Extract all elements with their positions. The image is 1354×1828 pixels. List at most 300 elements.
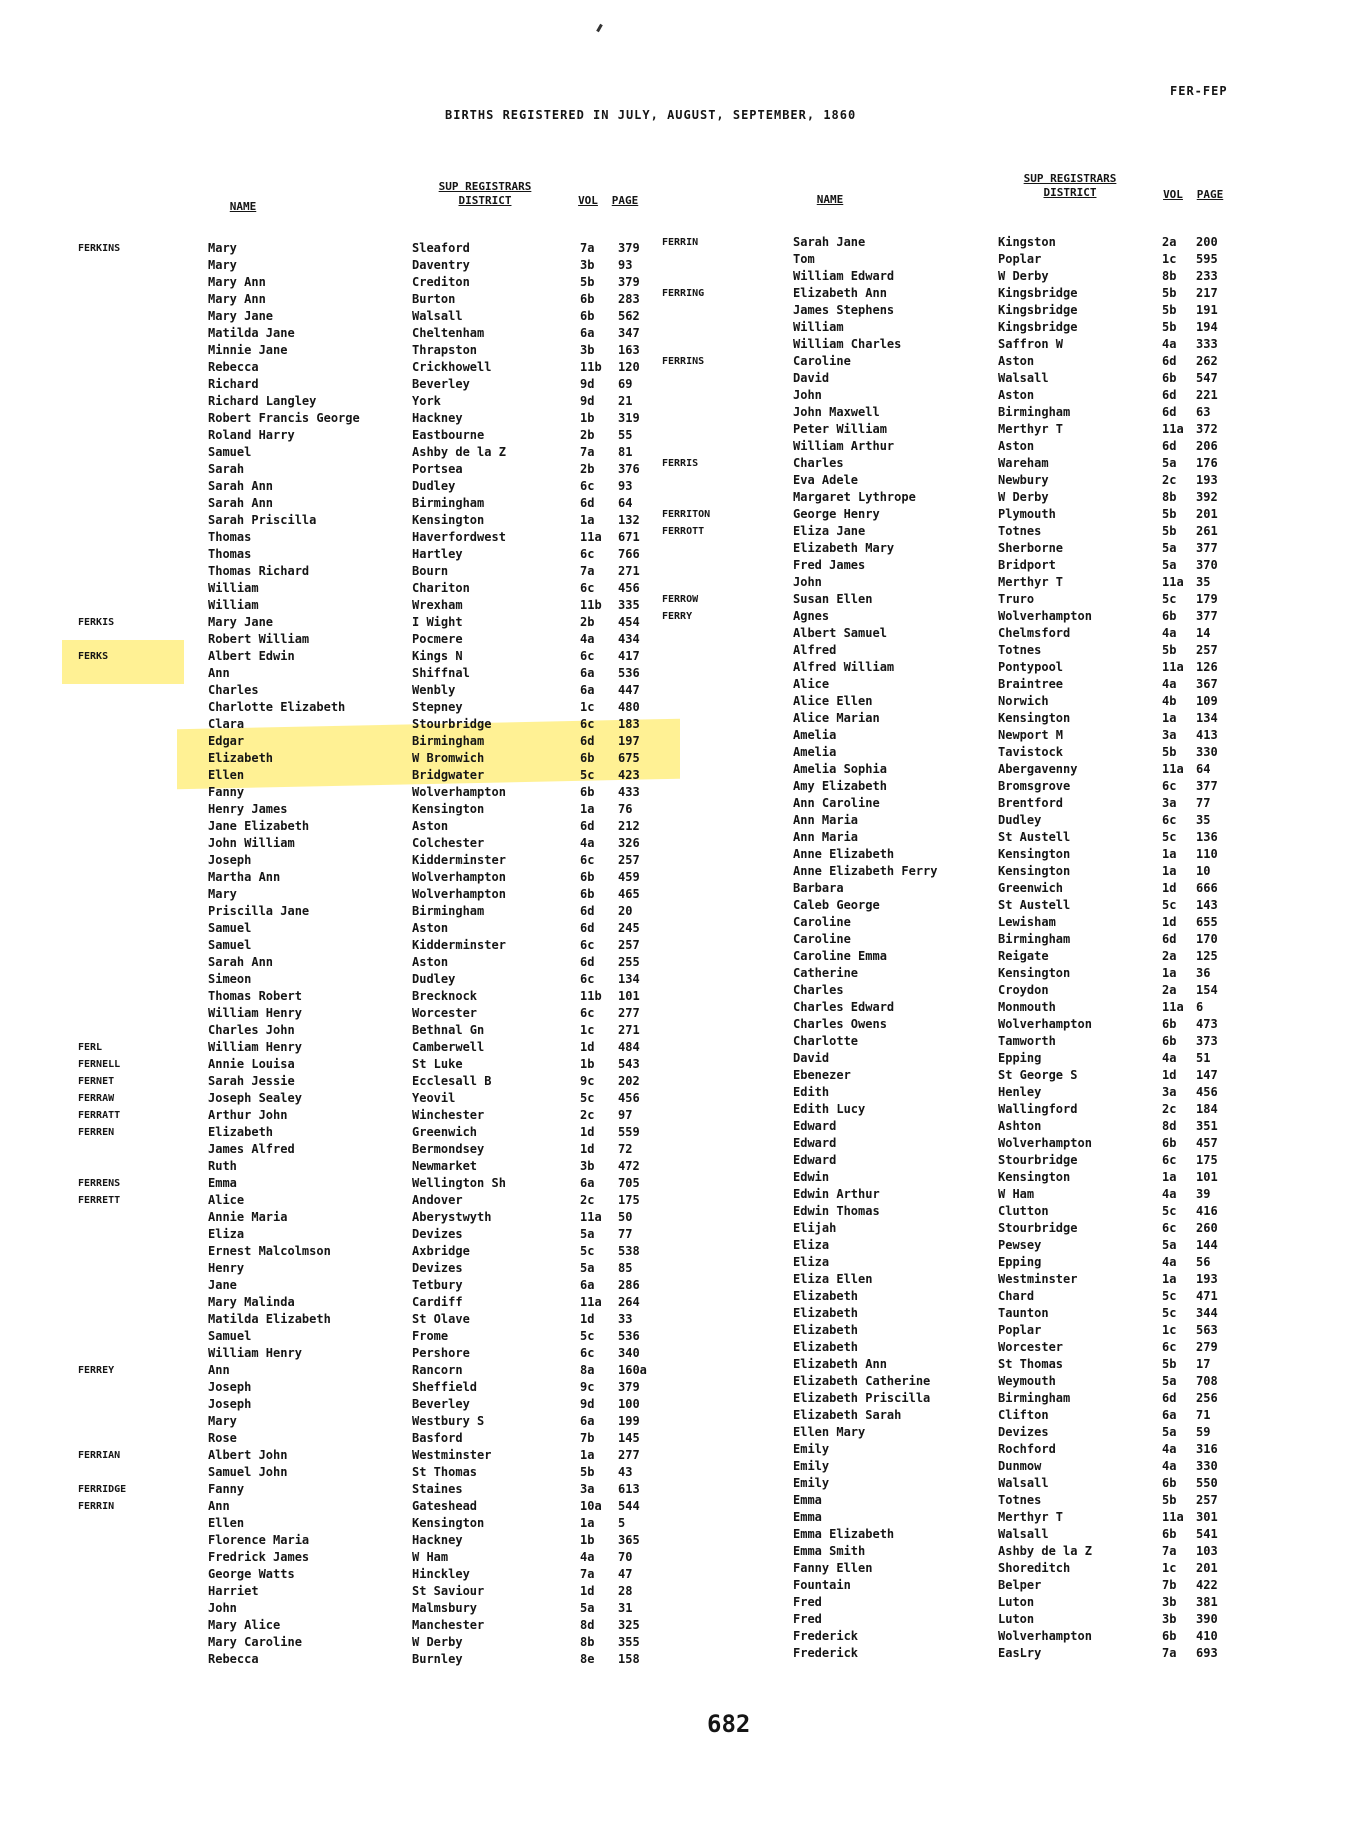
right-entry-surname [662,863,782,880]
left-entry-surname [78,1294,188,1311]
left-entry-surname: FERRENS [78,1178,121,1189]
left-entry-surname [78,1634,188,1651]
right-entry-district: Chard [998,1289,1035,1303]
left-entry-page: 20 [618,904,633,918]
right-entry-surname [662,1458,782,1475]
right-entry-page: 193 [1196,473,1218,487]
right-entry-district: Weymouth [998,1374,1056,1388]
left-entry-page: 120 [618,360,640,374]
right-entry-page: 256 [1196,1391,1218,1405]
left-entry-surname: FERKIS [78,617,115,628]
right-entry-page: 64 [1196,762,1211,776]
left-entry-surname [78,971,188,988]
left-surname-column [78,240,188,1668]
left-name-column [208,240,408,1668]
left-entry-name: Annie Maria [208,1210,288,1224]
right-entry-page: 71 [1196,1408,1211,1422]
right-entry-district: W Derby [998,490,1049,504]
right-entry-district: Pewsey [998,1238,1042,1252]
right-entry-name: Caleb George [793,898,880,912]
left-entry-name: Fanny [208,785,245,799]
right-entry-name: Edward [793,1136,837,1150]
right-entry-page: 257 [1196,643,1218,657]
left-entry-vol: 6d [580,819,595,833]
right-entry-surname [662,1186,782,1203]
right-entry-page: 191 [1196,303,1218,317]
right-entry-vol: 1d [1162,915,1177,929]
left-entry-surname [78,410,188,427]
left-entry-name: William [208,581,259,595]
right-entry-surname [662,1118,782,1135]
right-entry-vol: 5a [1162,1374,1177,1388]
right-entry-page: 39 [1196,1187,1211,1201]
right-entry-surname [662,540,782,557]
left-entry-district: Hartley [412,547,463,561]
left-entry-vol: 4a [580,1550,595,1564]
right-entry-surname: FERRIN [662,237,699,248]
left-entry-district: Wolverhampton [412,785,506,799]
left-entry-page: 283 [618,292,640,306]
left-entry-surname [78,852,188,869]
left-entry-district: Bethnal Gn [412,1023,485,1037]
right-entry-name: Amelia [793,728,837,742]
left-entry-district: Malmsbury [412,1601,478,1615]
left-entry-district: St Luke [412,1057,463,1071]
left-entry-vol: 4a [580,632,595,646]
right-entry-page: 595 [1196,252,1218,266]
right-entry-district: W Ham [998,1187,1035,1201]
left-entry-district: Stourbridge [412,717,492,731]
left-entry-name: Albert John [208,1448,288,1462]
left-entry-name: Mary Ann [208,275,266,289]
right-entry-name: Emily [793,1476,830,1490]
left-entry-page: 434 [618,632,640,646]
left-entry-page: 31 [618,1601,633,1615]
right-entry-page: 392 [1196,490,1218,504]
right-entry-page: 10 [1196,864,1211,878]
right-entry-page: 14 [1196,626,1211,640]
left-entry-vol: 8d [580,1618,595,1632]
left-entry-page: 456 [618,1091,640,1105]
right-entry-name: Elizabeth Priscilla [793,1391,931,1405]
left-entry-surname [78,546,188,563]
left-entry-name: Harriet [208,1584,259,1598]
right-entry-name: Emily [793,1459,830,1473]
left-entry-vol: 5c [580,1244,595,1258]
right-entry-surname [662,472,782,489]
right-entry-surname [662,1645,782,1662]
right-entry-vol: 2a [1162,983,1177,997]
left-entry-vol: 6c [580,972,595,986]
left-entry-page: 70 [618,1550,633,1564]
right-entry-name: Elijah [793,1221,837,1235]
left-entry-name: Richard Langley [208,394,317,408]
right-entry-vol: 4a [1162,626,1177,640]
right-entry-name: Edith Lucy [793,1102,866,1116]
right-entry-vol: 5c [1162,1204,1177,1218]
right-entry-district: Wareham [998,456,1049,470]
left-entry-name: Joseph [208,853,252,867]
left-entry-district: Burton [412,292,456,306]
left-entry-name: Charles John [208,1023,295,1037]
left-entry-name: Sarah Priscilla [208,513,317,527]
left-entry-page: 85 [618,1261,633,1275]
left-entry-name: Joseph [208,1380,252,1394]
left-entry-district: Cheltenham [412,326,485,340]
right-entry-page: 457 [1196,1136,1218,1150]
left-entry-name: Mary [208,1414,237,1428]
left-entry-surname [78,835,188,852]
right-entry-name: Elizabeth Ann [793,1357,887,1371]
right-entry-name: Elizabeth [793,1289,859,1303]
left-entry-surname [78,665,188,682]
right-entry-name: Alfred [793,643,837,657]
right-entry-name: Fountain [793,1578,851,1592]
right-entry-page: 377 [1196,609,1218,623]
right-entry-name: Elizabeth [793,1340,859,1354]
right-entry-district: Tavistock [998,745,1064,759]
left-entry-vol: 3a [580,1482,595,1496]
left-entry-surname [78,393,188,410]
right-entry-surname [662,1203,782,1220]
right-entry-district: Luton [998,1595,1035,1609]
right-entry-district: Ashton [998,1119,1042,1133]
right-entry-surname [662,1050,782,1067]
left-entry-vol: 6d [580,904,595,918]
right-entry-vol: 1d [1162,881,1177,895]
left-entry-district: Devizes [412,1227,463,1241]
left-entry-page: 465 [618,887,640,901]
left-entry-district: Hackney [412,1533,463,1547]
right-entry-page: 200 [1196,235,1218,249]
right-entry-name: George Henry [793,507,880,521]
left-entry-vol: 1c [580,700,595,714]
left-entry-page: 160a [618,1363,647,1377]
right-entry-vol: 8d [1162,1119,1177,1133]
left-entry-surname [78,1022,188,1039]
left-entry-district: Kensington [412,802,485,816]
right-entry-surname [662,1067,782,1084]
right-entry-name: Emma Elizabeth [793,1527,895,1541]
right-entry-surname [662,1492,782,1509]
left-entry-vol: 1a [580,513,595,527]
right-entry-surname [662,302,782,319]
left-entry-page: 379 [618,1380,640,1394]
left-entry-district: Camberwell [412,1040,485,1054]
right-entry-page: 217 [1196,286,1218,300]
right-entry-vol: 1d [1162,1068,1177,1082]
right-entry-surname [662,438,782,455]
left-entry-district: Crickhowell [412,360,492,374]
left-entry-page: 132 [618,513,640,527]
right-entry-surname [662,1390,782,1407]
right-entry-vol: 1a [1162,864,1177,878]
right-entry-vol: 5a [1162,1425,1177,1439]
left-entry-name: Simeon [208,972,252,986]
left-entry-page: 64 [618,496,633,510]
right-entry-district: Poplar [998,252,1042,266]
right-entry-vol: 1a [1162,1272,1177,1286]
right-entry-surname [662,795,782,812]
left-entry-surname [78,1379,188,1396]
right-entry-district: Epping [998,1051,1042,1065]
left-entry-page: 613 [618,1482,640,1496]
left-entry-name: Rebecca [208,1652,259,1666]
left-entry-name: Elizabeth [208,1125,274,1139]
right-entry-vol: 11a [1162,762,1184,776]
right-entry-surname [662,880,782,897]
right-name-header: NAME [816,193,844,206]
left-entry-district: W Ham [412,1550,449,1564]
left-entry-district: Aston [412,819,449,833]
left-vol-column [580,240,610,1668]
left-entry-surname [78,580,188,597]
right-entry-district: Truro [998,592,1035,606]
left-entry-district: W Bromwich [412,751,485,765]
left-entry-district: Eastbourne [412,428,485,442]
right-entry-page: 110 [1196,847,1218,861]
right-entry-surname [662,574,782,591]
left-entry-surname: FERRAW [78,1093,115,1104]
right-entry-district: Sherborne [998,541,1064,555]
right-entry-page: 17 [1196,1357,1211,1371]
right-entry-surname [662,1254,782,1271]
right-entry-vol: 4a [1162,1459,1177,1473]
right-entry-name: Amy Elizabeth [793,779,887,793]
right-entry-district: Wolverhampton [998,1017,1092,1031]
right-entry-district: EasLry [998,1646,1042,1660]
left-entry-surname [78,1617,188,1634]
left-entry-vol: 5a [580,1227,595,1241]
left-entry-surname: FERNELL [78,1059,121,1070]
left-entry-name: James Alfred [208,1142,295,1156]
right-entry-district: Monmouth [998,1000,1056,1014]
left-entry-surname: FERL [78,1042,103,1053]
right-entry-name: Elizabeth Catherine [793,1374,931,1388]
right-entry-surname [662,421,782,438]
left-entry-surname [78,1396,188,1413]
right-entry-district: Birmingham [998,1391,1071,1405]
right-entry-district: Croydon [998,983,1049,997]
right-entry-district: Taunton [998,1306,1049,1320]
right-entry-vol: 3b [1162,1595,1177,1609]
left-entry-district: Daventry [412,258,470,272]
left-entry-surname [78,1464,188,1481]
left-entry-district: Colchester [412,836,485,850]
right-entry-district: Aston [998,439,1035,453]
left-entry-vol: 4a [580,836,595,850]
right-entry-surname [662,1152,782,1169]
left-entry-district: Wrexham [412,598,463,612]
right-entry-name: Amelia [793,745,837,759]
left-entry-vol: 8e [580,1652,595,1666]
right-entry-page: 201 [1196,1561,1218,1575]
right-entry-vol: 6c [1162,813,1177,827]
right-entry-surname [662,1611,782,1628]
right-entry-name: Caroline [793,932,851,946]
right-entry-name: Eva Adele [793,473,859,487]
left-entry-surname [78,631,188,648]
left-entry-name: William Henry [208,1346,302,1360]
right-entry-surname [662,625,782,642]
left-entry-name: Samuel [208,445,252,459]
left-entry-page: 47 [618,1567,633,1581]
right-entry-name: James Stephens [793,303,895,317]
page-title: BIRTHS REGISTERED IN JULY, AUGUST, SEPTEMBER, 1860 [445,108,857,122]
right-entry-name: Alice Marian [793,711,880,725]
left-entry-vol: 1a [580,802,595,816]
left-entry-surname [78,1158,188,1175]
left-entry-district: Tetbury [412,1278,463,1292]
right-entry-district: Kingsbridge [998,303,1078,317]
right-entry-page: 693 [1196,1646,1218,1660]
right-entry-vol: 8b [1162,269,1177,283]
left-entry-district: Beverley [412,1397,470,1411]
right-entry-vol: 1a [1162,966,1177,980]
right-entry-name: Anne Elizabeth Ferry [793,864,938,878]
left-entry-vol: 6a [580,1176,595,1190]
right-entry-vol: 3a [1162,728,1177,742]
left-entry-name: Alice [208,1193,245,1207]
right-entry-name: Barbara [793,881,844,895]
left-entry-name: Mary [208,258,237,272]
left-entry-vol: 10a [580,1499,602,1513]
right-entry-name: David [793,371,830,385]
left-entry-name: Joseph [208,1397,252,1411]
left-entry-district: Wenbly [412,683,456,697]
right-entry-vol: 5a [1162,541,1177,555]
left-entry-district: St Thomas [412,1465,478,1479]
left-entry-surname [78,291,188,308]
right-entry-name: Alfred William [793,660,895,674]
right-entry-page: 261 [1196,524,1218,538]
left-entry-district: Hackney [412,411,463,425]
left-entry-page: 433 [618,785,640,799]
right-entry-district: W Derby [998,269,1049,283]
left-entry-vol: 6a [580,1278,595,1292]
left-entry-surname [78,716,188,733]
right-entry-name: Charles Edward [793,1000,895,1014]
right-entry-surname [662,319,782,336]
right-entry-district: Norwich [998,694,1049,708]
right-entry-surname [662,1424,782,1441]
left-entry-vol: 2b [580,462,595,476]
left-entry-surname [78,682,188,699]
left-entry-vol: 1d [580,1125,595,1139]
left-entry-page: 319 [618,411,640,425]
left-entry-surname [78,1209,188,1226]
right-entry-name: Fred [793,1595,822,1609]
left-entry-surname [78,903,188,920]
left-entry-name: Mary Caroline [208,1635,302,1649]
left-entry-name: Charles [208,683,259,697]
right-entry-surname [662,1101,782,1118]
right-district-column [998,234,1158,1662]
left-entry-name: Sarah [208,462,245,476]
left-entry-district: Kensington [412,1516,485,1530]
right-entry-surname [662,1628,782,1645]
right-entry-surname [662,268,782,285]
right-entry-surname [662,1033,782,1050]
right-entry-page: 373 [1196,1034,1218,1048]
left-entry-vol: 7a [580,1567,595,1581]
right-entry-district: Luton [998,1612,1035,1626]
left-entry-name: Samuel [208,938,252,952]
right-entry-page: 422 [1196,1578,1218,1592]
left-entry-name: Sarah Ann [208,496,274,510]
right-entry-vol: 2a [1162,235,1177,249]
left-entry-vol: 1d [580,1312,595,1326]
left-entry-name: Arthur John [208,1108,288,1122]
left-entry-vol: 3b [580,1159,595,1173]
right-entry-surname [662,1560,782,1577]
right-entry-page: 36 [1196,966,1211,980]
right-entry-page: 351 [1196,1119,1218,1133]
right-entry-surname [662,829,782,846]
right-entry-name: William [793,320,844,334]
left-entry-page: 97 [618,1108,633,1122]
left-entry-surname [78,1277,188,1294]
right-entry-district: Kensington [998,711,1071,725]
left-entry-surname [78,342,188,359]
right-entry-page: 333 [1196,337,1218,351]
right-entry-vol: 11a [1162,660,1184,674]
left-entry-vol: 1d [580,1142,595,1156]
right-entry-name: Ann Maria [793,813,859,827]
left-entry-page: 277 [618,1006,640,1020]
left-entry-name: Florence Maria [208,1533,310,1547]
left-entry-district: Frome [412,1329,449,1343]
right-entry-page: 262 [1196,354,1218,368]
left-entry-vol: 6b [580,785,595,799]
left-entry-vol: 6a [580,683,595,697]
right-entry-vol: 6b [1162,1017,1177,1031]
left-entry-district: Haverfordwest [412,530,506,544]
right-entry-surname [662,1322,782,1339]
right-entry-name: Charles [793,983,844,997]
left-entry-page: 544 [618,1499,640,1513]
right-entry-surname [662,404,782,421]
right-entry-name: Amelia Sophia [793,762,887,776]
right-entry-page: 370 [1196,558,1218,572]
left-entry-name: Mary Alice [208,1618,281,1632]
left-entry-vol: 6d [580,496,595,510]
left-entry-name: Robert Francis George [208,411,360,425]
right-entry-district: Greenwich [998,881,1064,895]
right-entry-vol: 4b [1162,694,1177,708]
left-entry-district: Beverley [412,377,470,391]
right-entry-district: Rochford [998,1442,1056,1456]
right-entry-page: 144 [1196,1238,1218,1252]
right-entry-name: Fred James [793,558,866,572]
right-entry-district: Reigate [998,949,1049,963]
right-entry-district: Shoreditch [998,1561,1071,1575]
left-entry-name: Eliza [208,1227,245,1241]
left-entry-page: 562 [618,309,640,323]
left-entry-vol: 8b [580,1635,595,1649]
left-entry-name: Samuel John [208,1465,288,1479]
left-entry-surname [78,1260,188,1277]
left-entry-vol: 6a [580,326,595,340]
right-name-column [793,234,993,1662]
right-entry-surname [662,1271,782,1288]
right-entry-district: Kensington [998,847,1071,861]
left-entry-surname [78,1005,188,1022]
right-entry-page: 184 [1196,1102,1218,1116]
right-entry-vol: 4a [1162,1187,1177,1201]
right-entry-surname [662,999,782,1016]
left-entry-name: Ann [208,1363,230,1377]
